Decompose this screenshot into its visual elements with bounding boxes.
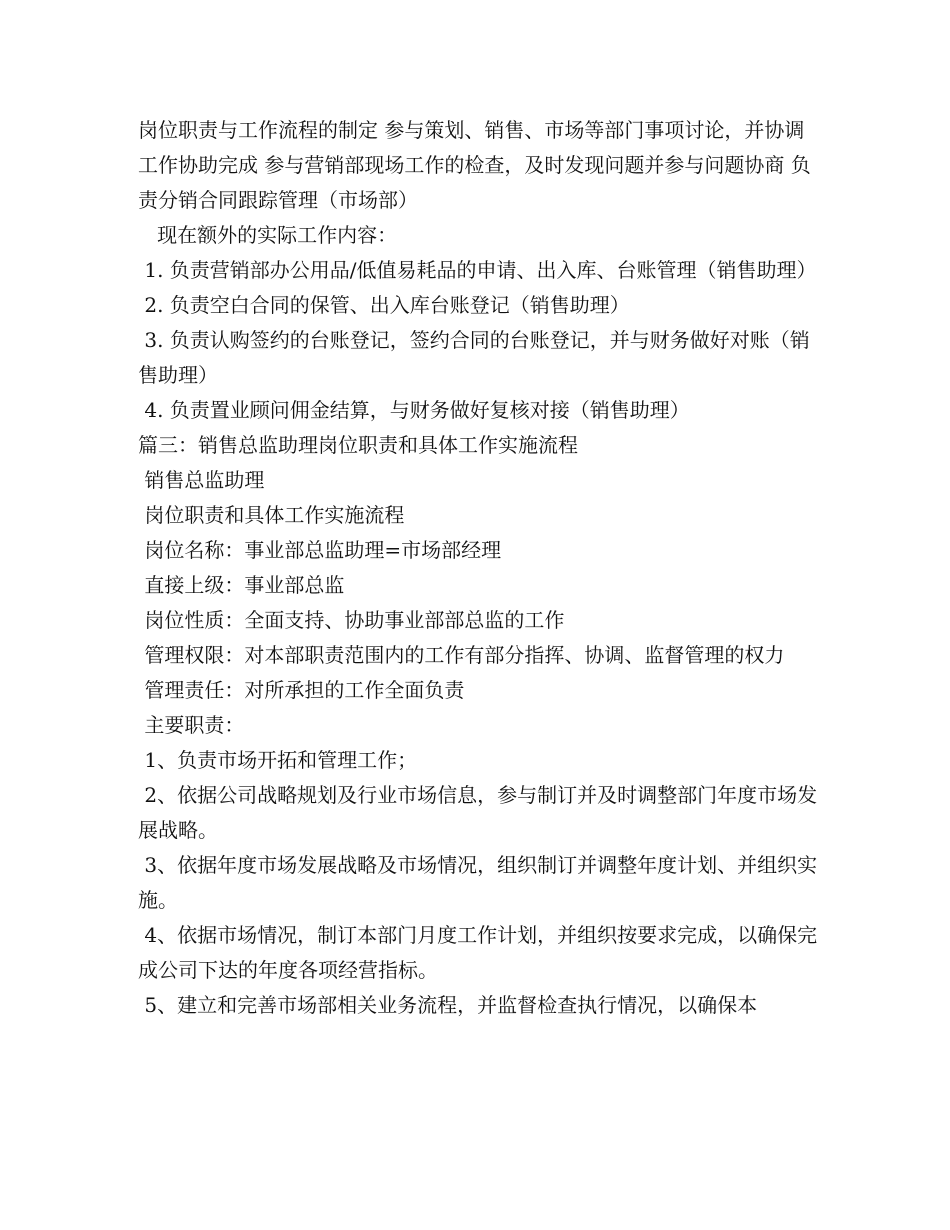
duty-item-5: 5、建立和完善市场部相关业务流程，并监督检查执行情况，以确保本 — [138, 993, 758, 1017]
field-direct-superior: 直接上级：事业部总监 — [138, 573, 345, 597]
paragraph-extra-item-3: 3. 负责认购签约的台账登记，签约合同的台账登记，并与财务做好对账（销售助理） — [138, 328, 810, 387]
position-subtitle: 岗位职责和具体工作实施流程 — [138, 503, 405, 527]
section-heading-part-three: 篇三：销售总监助理岗位职责和具体工作实施流程 — [138, 433, 578, 457]
field-management-authority: 管理权限：对本部职责范围内的工作有部分指挥、协调、监督管理的权力 — [138, 643, 785, 667]
paragraph-extra-work-heading: 现在额外的实际工作内容： — [138, 223, 398, 247]
main-duties-heading: 主要职责： — [138, 713, 245, 737]
field-position-nature: 岗位性质：全面支持、协助事业部部总监的工作 — [138, 608, 565, 632]
paragraph-extra-item-2: 2. 负责空白合同的保管、出入库台账登记（销售助理） — [138, 293, 630, 317]
paragraph-responsibility-intro: 岗位职责与工作流程的制定 参与策划、销售、市场等部门事项讨论，并协调工作协助完成 参与营销部现场工作的检查，及时发现问题并参与问题协商 负责分销合同跟踪管理（市场部） — [138, 118, 811, 212]
duty-item-2: 2、依据公司战略规划及行业市场信息，参与制订并及时调整部门年度市场发展战略。 — [138, 783, 818, 842]
paragraph-extra-item-1: 1. 负责营销部办公用品/低值易耗品的申请、出入库、台账管理（销售助理） — [138, 258, 817, 282]
duty-item-4: 4、依据市场情况，制订本部门月度工作计划，并组织按要求完成，以确保完成公司下达的年度各项经营指标。 — [138, 923, 818, 982]
document-body — [138, 113, 818, 1023]
field-position-name: 岗位名称：事业部总监助理=市场部经理 — [138, 538, 502, 562]
paragraph-extra-item-4: 4. 负责置业顾问佣金结算，与财务做好复核对接（销售助理） — [138, 398, 690, 422]
position-title: 销售总监助理 — [138, 468, 265, 492]
field-management-responsibility: 管理责任：对所承担的工作全面负责 — [138, 678, 465, 702]
duty-item-3: 3、依据年度市场发展战略及市场情况，组织制订并调整年度计划、并组织实施。 — [138, 853, 818, 912]
duty-item-1: 1、负责市场开拓和管理工作； — [138, 748, 418, 772]
